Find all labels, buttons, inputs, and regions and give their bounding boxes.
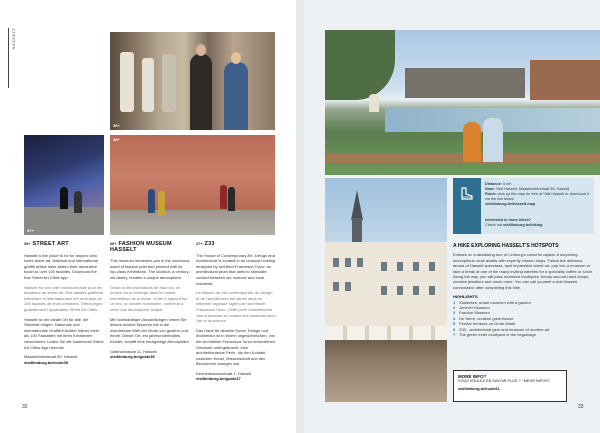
hike-title: A HIKE EXPLORING HASSELT’S HOTSPOTS: [453, 243, 559, 249]
skater-figure: [74, 191, 82, 213]
window: [429, 262, 435, 271]
column-link[interactable]: visitlimburg.be/guide37: [196, 376, 241, 382]
photo-number: 36+: [113, 123, 120, 128]
column-link[interactable]: visitlimburg.be/route35: [24, 359, 69, 365]
photo-number: 37+: [27, 228, 34, 233]
list-item: 1 Stokerkes, urban museum with a garden: [453, 299, 531, 305]
walker-figure: [220, 185, 227, 209]
sitting-figure: [483, 118, 503, 162]
highlights-list: [453, 300, 594, 338]
mannequin: [120, 52, 134, 112]
window: [345, 282, 351, 291]
section-label: HASSELT: [11, 28, 16, 50]
building: [530, 60, 600, 100]
church-spire: [351, 190, 363, 220]
icon-panel: [453, 178, 481, 234]
text-de: Mit hochkarätigen Ausstellungen nimmt Sie dieses schöne Museum mit in die wunderbare Welt der Mode von gestern und heute. Dieser Ort, ein jahrhundertealtes Kloster, schafft eine einzigartige Atmosphäre.: [110, 316, 190, 344]
fashion-museum-photo: [110, 32, 275, 130]
pavement: [24, 207, 104, 235]
walker-figure: [369, 94, 379, 112]
more-info-box: [453, 370, 567, 402]
terrace-umbrellas: [325, 326, 447, 340]
town-square-photo: [325, 178, 447, 402]
visitor-figure: [190, 54, 212, 130]
route-details: Distance: 5 km Start: Visit Hasselt, Maastrichterstraat 59, Hasselt Route: pick up the map for free at Visit Hasselt or download it via the link below visitlimburg.be/hasselt-map: [485, 182, 589, 206]
window: [413, 262, 419, 271]
list-item: 6 Z33 - architectural gem and museum of modern art: [453, 326, 550, 332]
route-link[interactable]: visitlimburg.be/hasselt-map: [485, 202, 536, 206]
window: [381, 286, 387, 295]
page-number-right: 33: [578, 404, 584, 410]
z33-column: [196, 242, 276, 382]
photo-number: 38+: [113, 137, 120, 142]
mannequin: [142, 58, 154, 112]
walker-figure: [148, 189, 155, 213]
highlights-title: HIGHLIGHTS: [453, 294, 478, 300]
hiking-boot-icon: [459, 186, 475, 202]
street-art-column: [24, 242, 104, 365]
more-info-subtitle: VOUS VOULEZ EN SAVOIR PLUS ? / MEHR INFOS?: [458, 379, 550, 383]
window: [345, 258, 351, 267]
hike-intro: Embark on a tantalizing tour of Limburg’s colourful capital. A surprising, scrumptious route awaits with expertly chosen stops. Follow the delicious aroma of Hasselt speculaas, spot impressive street art, pop into a museum or take a break at one of the many inviting eateries for a speciality coffee or lunch. Along the way, you will pass exclusive boutiques, trendy second-hand shops, creative jewellers and much more. You can call yourself a real Hasselt connoisseur after completing this hike.: [453, 252, 594, 290]
window: [413, 286, 419, 295]
window: [333, 282, 339, 291]
text-en: Hasselt is the place to be for anyone who loves street art. National and international graffiti artists have added their decorative touch to over 100 facades. Download the free Street Art Cities app.: [24, 252, 98, 280]
tree: [325, 30, 395, 100]
list-item: 5 Festive terraces on Grote Markt: [453, 321, 516, 327]
more-hikes-note: Interested in more hikes? Check out visitlimburg.be/hiking: [485, 218, 543, 227]
red-wall-photo: [110, 135, 275, 235]
hike-description: [453, 244, 594, 338]
river-photo: [325, 30, 600, 175]
sitting-figure: [463, 122, 481, 162]
text-en: The House of Contemporary Art, Design and Architecture is located in an unusual building designed by architect Francesca Torzo: an architectural pearl that aims to stimulate contact between art, science and local residents.: [196, 252, 276, 286]
text-fr: Grâce à des expositions de haut vol, ce musée vous immerge dans le monde merveilleux de la mode, d’hier à aujourd’hui. Le lieu, un ancien monastère, contribue à créer une atmosphère unique.: [110, 284, 189, 312]
building: [405, 68, 525, 98]
visitor-head: [196, 44, 206, 56]
column-heading: 36+ FASHION MUSEUM HASSELT: [110, 241, 172, 253]
address: Dennenbatonnstraat 1, Hasselt: [196, 370, 252, 376]
fashion-museum-column: [110, 242, 190, 360]
column-heading: 37+ Z33: [196, 241, 215, 247]
list-item: 3 Fashion Museum: [453, 310, 490, 316]
window: [381, 262, 387, 271]
walker-figure: [228, 187, 235, 211]
column-heading: 35+ STREET ART: [24, 241, 69, 247]
text-de: Hasselt ist der ideale Ort für alle, die Streetart mögen. Nationale und internationale Graffiti-Künstler haben mehr als 100 Fassaden mit ihren Kreationen verschönert. Laden Sie die kostenlose Street Art Cities App herunter.: [24, 316, 104, 350]
address: Gasthuisstraat 11, Hasselt: [110, 348, 157, 354]
window: [397, 262, 403, 271]
text-en: This museum immerses you in the wondrous world of fashion past and present with its top-class exhibitions. The location, a century-old abbey, creates a unique atmosphere.: [110, 258, 190, 280]
text-fr: La Maison de l’art contemporain, du design et de l’architecture est située dans un bâtiment atypique signé par l’architecte Francesca Torzo. Cette perle d’architecture vise à favoriser le contact des habitants avec l’art et la science.: [196, 290, 276, 324]
visitor-head: [231, 52, 241, 64]
visitor-figure: [224, 62, 248, 130]
terrace-crowd: [325, 340, 447, 402]
more-info-link[interactable]: visitlimburg.be/route61: [458, 387, 500, 391]
route-info-box: [453, 178, 594, 234]
list-item: 4 De Serre, creative greenhouse: [453, 315, 514, 321]
skater-figure: [60, 187, 68, 209]
more-info-title: MORE INFO?: [458, 374, 487, 379]
column-link[interactable]: visitlimburg.be/guide36: [110, 354, 155, 360]
hiking-link[interactable]: visitlimburg.be/hiking: [503, 223, 543, 227]
list-item: 7 The green inner courtyard of the beguinage: [453, 332, 536, 338]
window: [397, 286, 403, 295]
window: [429, 286, 435, 295]
mannequin: [162, 54, 176, 112]
street-art-photo: [24, 135, 104, 235]
window: [357, 258, 363, 267]
text-de: Das Haus für aktuelle Kunst, Design und Architektur ist in einem ungewöhnlichen, von der Architektin Francesca Torzo entworfenen Gebäude untergebracht: eine architektonische Perle, die den Kontakt zwischen Kunst, Wissenschaft und den Bewohnern anregen soll.: [196, 327, 276, 367]
walker-figure: [158, 191, 165, 215]
page-number-left: 32: [22, 404, 28, 410]
window: [333, 258, 339, 267]
address: Maastrichterstraat 59, Hasselt: [24, 354, 78, 360]
list-item: 2 Jenever Museum: [453, 305, 490, 311]
text-fr: Hasselt est une ville incontournable pour les amateurs de street art. Des artistes graffeurs nationaux et internationaux ont orné plus de 100 façades de leurs créations. Téléchargez gratuitement l’application Street Art Cities.: [24, 284, 104, 312]
section-tab: [8, 28, 18, 88]
